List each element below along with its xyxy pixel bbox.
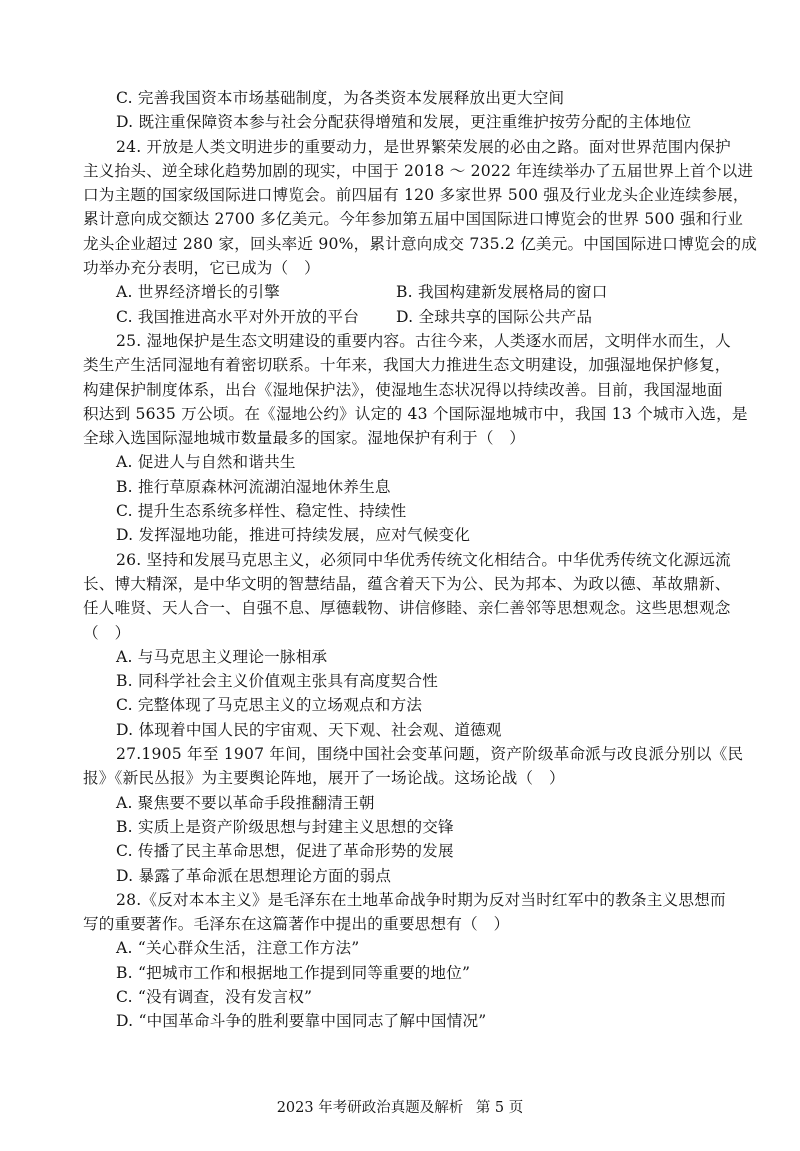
q26-stem-line: 任人唯贤、天人合一、自强不息、厚德载物、讲信修睦、亲仁善邻等思想观念。这些思想观念 xyxy=(83,599,731,618)
page-number: 第 5 页 xyxy=(475,1100,524,1116)
footer-title: 2023 年考研政治真题及解析 xyxy=(276,1100,464,1116)
q24-stem-line: 主义抬头、逆全球化趋势加剧的现实，中国于 2018 ～ 2022 年连续举办了五届世界上首个以进 xyxy=(83,161,754,180)
q27-option-c: C. 传播了民主革命思想，促进了革命形势的发展 xyxy=(116,842,454,861)
q24-option-c: C. 我国推进高水平对外开放的平台 xyxy=(116,307,360,326)
q27-stem-line: 报》《新民丛报》为主要舆论阵地，展开了一场论战。这场论战（ ） xyxy=(83,769,565,788)
q25-option-c: C. 提升生态系统多样性、稳定性、持续性 xyxy=(116,502,407,521)
q25-stem-line: 积达到 5635 万公顷。在《湿地公约》认定的 43 个国际湿地城市中，我国 13 个城市入选，是 xyxy=(83,404,748,423)
question-26 xyxy=(83,548,731,742)
q24-stem-line: 口为主题的国家级国际进口博览会。前四届有 120 多家世界 500 强及行业龙头企业连续参展， xyxy=(83,186,749,205)
q25-stem-line: 25. 湿地保护是生态文明建设的重要内容。古往今来，人类逐水而居，文明伴水而生，人 xyxy=(116,331,731,350)
q28-stem-line: 写的重要著作。毛泽东在这篇著作中提出的重要思想有（ ） xyxy=(83,915,510,934)
q27-option-b: B. 实质上是资产阶级思想与封建主义思想的交锋 xyxy=(116,817,454,836)
q27-option-d: D. 暴露了革命派在思想理论方面的弱点 xyxy=(116,866,392,885)
q26-stem-line: 长、博大精深，是中华文明的智慧结晶，蕴含着天下为公、民为邦本、为政以德、革故鼎新、 xyxy=(83,574,731,593)
question-27 xyxy=(83,742,744,888)
question-28 xyxy=(83,888,726,1034)
q26-option-c: C. 完整体现了马克思主义的立场观点和方法 xyxy=(116,696,423,715)
q24-stem-line: 累计意向成交额达 2700 多亿美元。今年参加第五届中国国际进口博览会的世界 500 强和行业 xyxy=(83,210,744,229)
q24-option-d: D. 全球共享的国际公共产品 xyxy=(396,307,593,326)
q25-option-d: D. 发挥湿地功能，推进可持续发展，应对气候变化 xyxy=(116,526,471,545)
q24-option-a: A. 世界经济增长的引擎 xyxy=(116,283,280,302)
q25-stem-line: 类生产生活同湿地有着密切联系。十年来，我国大力推进生态文明建设，加强湿地保护修复， xyxy=(83,356,731,375)
prev-option-c: C. 完善我国资本市场基础制度，为各类资本发展释放出更大空间 xyxy=(116,89,565,107)
q26-option-b: B. 同科学社会主义价值观主张具有高度契合性 xyxy=(116,672,439,691)
q24-stem-line: 龙头企业超过 280 家，回头率近 90%，累计意向成交 735.2 亿美元。中国国际进口博览会的成 xyxy=(83,234,758,253)
q27-option-a: A. 聚焦要不要以革命手段推翻清王朝 xyxy=(116,793,375,812)
question-25 xyxy=(83,329,748,548)
q24-stem-line: 功举办充分表明，它已成为（ ） xyxy=(83,259,320,278)
q27-stem-line: 27.1905 年至 1907 年间，围绕中国社会变革问题，资产阶级革命派与改良派分别以《民 xyxy=(116,745,744,764)
q28-stem-line: 28.《反对本本主义》是毛泽东在土地革命战争时期为反对当时红军中的教条主义思想而 xyxy=(116,890,726,909)
q26-stem-line: 26. 坚持和发展马克思主义，必须同中华优秀传统文化相结合。中华优秀传统文化源远流 xyxy=(116,550,731,569)
q28-option-c: C. “没有调查，没有发言权” xyxy=(116,987,313,1006)
q24-stem-line: 24. 开放是人类文明进步的重要动力，是世界繁荣发展的必由之路。面对世界范围内保护 xyxy=(116,137,731,156)
q28-option-d: D. “中国革命斗争的胜利要靠中国同志了解中国情况” xyxy=(116,1012,487,1031)
q26-option-a: A. 与马克思主义理论一脉相承 xyxy=(116,647,328,666)
q26-stem-line: （ ） xyxy=(83,623,131,642)
question-24 xyxy=(83,135,758,329)
q26-option-d: D. 体现着中国人民的宇宙观、天下观、社会观、道德观 xyxy=(116,720,502,739)
prev-option-d: D. 既注重保障资本参与社会分配获得增殖和发展，更注重维护按劳分配的主体地位 xyxy=(116,113,692,132)
q24-option-b: B. 我国构建新发展格局的窗口 xyxy=(396,283,608,302)
page-footer xyxy=(0,1096,800,1117)
q28-option-a: A. “关心群众生活，注意工作方法” xyxy=(116,939,360,958)
q25-stem-line: 构建保护制度体系，出台《湿地保护法》，使湿地生态状况得以持续改善。目前，我国湿地面 xyxy=(83,380,723,399)
q25-stem-line: 全球入选国际湿地城市数量最多的国家。湿地保护有利于（ ） xyxy=(83,429,526,448)
q25-option-a: A. 促进人与自然和谐共生 xyxy=(116,453,296,472)
q25-option-b: B. 推行草原森林河流湖泊湿地休养生息 xyxy=(116,477,391,496)
q28-option-b: B. “把城市工作和根据地工作提到同等重要的地位” xyxy=(116,963,471,982)
